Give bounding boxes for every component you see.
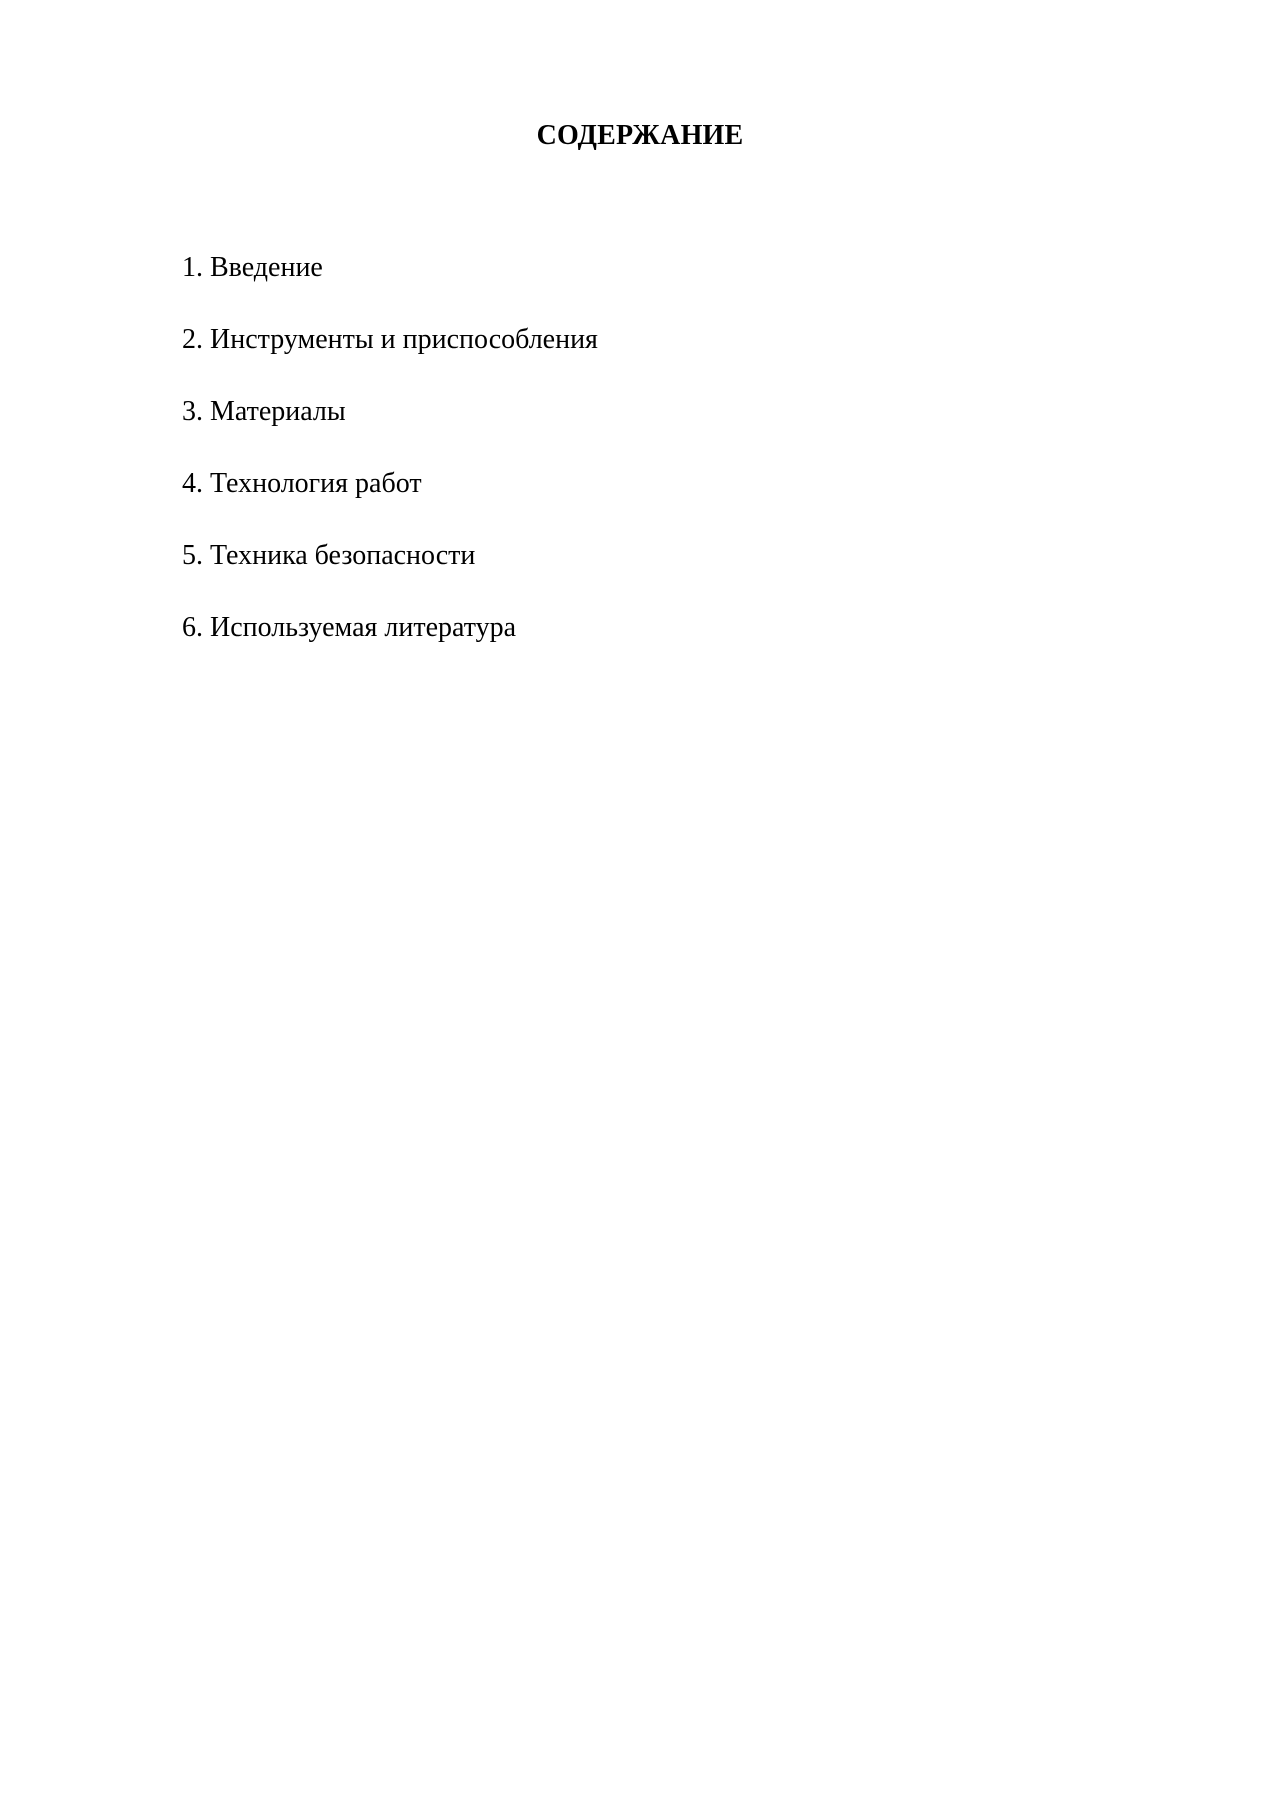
toc-item-number: 5. — [182, 540, 203, 571]
toc-item-number: 6. — [182, 612, 203, 643]
toc-item-1 — [182, 250, 598, 322]
toc-item-number: 2. — [182, 324, 203, 355]
toc-item-label: Техника безопасности — [210, 540, 476, 571]
toc-item-label: Материалы — [210, 396, 346, 427]
toc-item-5 — [182, 538, 598, 610]
toc-item-number: 1. — [182, 252, 203, 283]
toc-item-4 — [182, 466, 598, 538]
toc-item-label: Введение — [210, 252, 323, 283]
toc-item-6 — [182, 610, 598, 682]
toc-item-2 — [182, 322, 598, 394]
toc-item-number: 3. — [182, 396, 203, 427]
toc-title: СОДЕРЖАНИЕ — [536, 120, 744, 151]
table-of-contents — [182, 250, 598, 682]
toc-item-label: Используемая литература — [210, 612, 516, 643]
toc-item-number: 4. — [182, 468, 203, 499]
toc-item-label: Технология работ — [210, 468, 422, 499]
toc-item-label: Инструменты и приспособления — [210, 324, 598, 355]
toc-item-3 — [182, 394, 598, 466]
